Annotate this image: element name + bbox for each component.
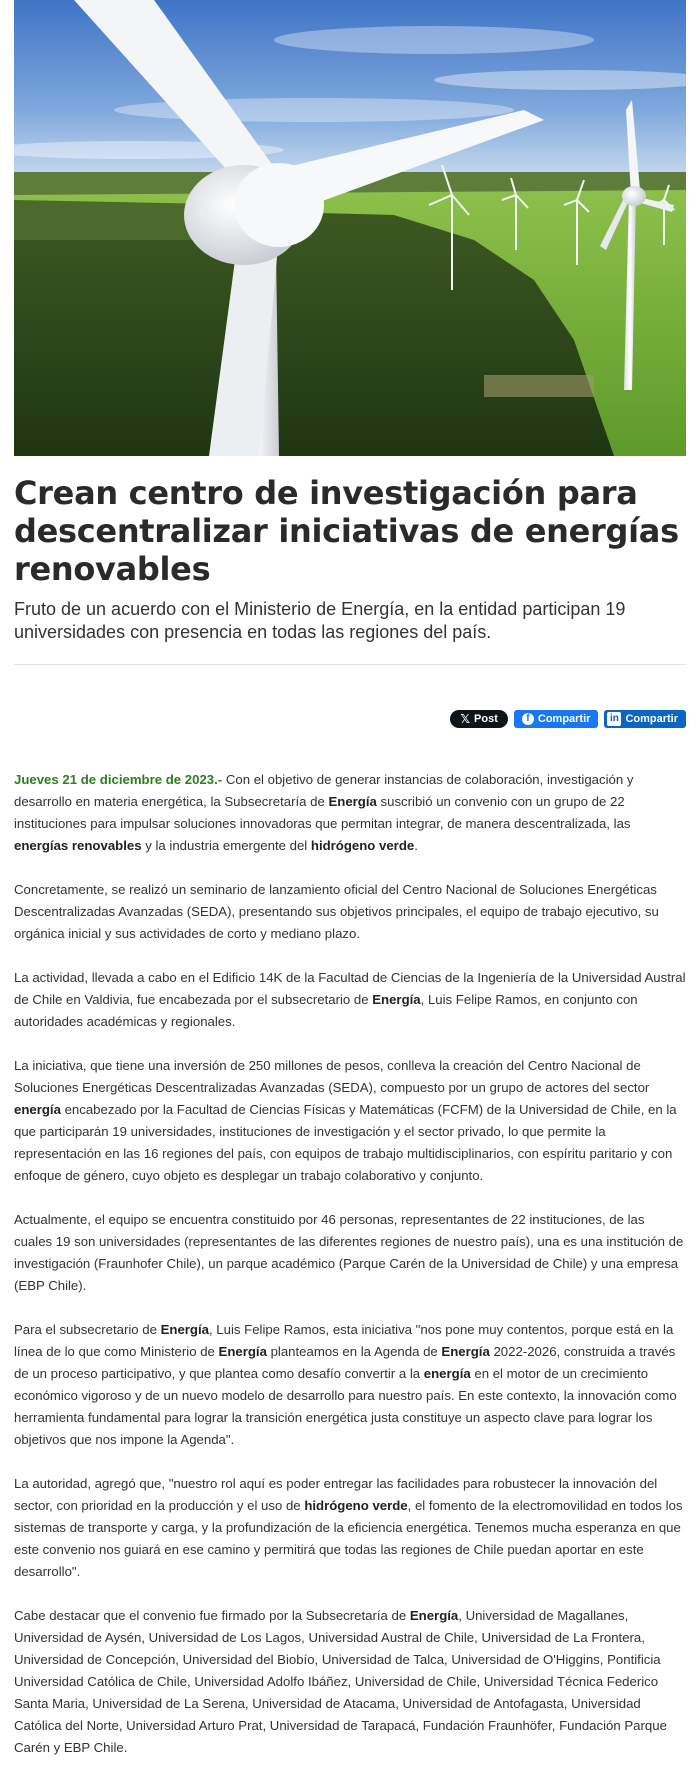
divider xyxy=(14,664,686,665)
bold-keyword: energía xyxy=(423,1366,471,1381)
linkedin-share-label: Compartir xyxy=(625,713,678,725)
paragraph-text: Cabe destacar que el convenio fue firmado por la Subsecretaría de xyxy=(14,1608,410,1623)
article-paragraph xyxy=(14,879,686,945)
paragraph-text: encabezado por la Facultad de Ciencias Físicas y Matemáticas (FCFM) de la Universidad de Chile, en la que participarán 19 universidades, instituciones de investigación y el sector privado, lo que permite la representación en las 16 regiones del país, con equipos de trabajo multidisciplinarios, con espíritu paritario y con enfoque de género, cuyo objeto es desplegar un trabajo colaborativo y conjunto. xyxy=(14,1102,677,1183)
bold-keyword: energía xyxy=(14,1102,61,1117)
x-post-label: Post xyxy=(474,713,498,725)
bold-keyword: Energía xyxy=(160,1322,209,1337)
linkedin-icon: in xyxy=(607,712,621,726)
page-title: Crean centro de investigación para descentralizar iniciativas de energías renovables xyxy=(14,474,679,588)
article-paragraph xyxy=(14,1473,686,1583)
paragraph-text: 2022-2026, construida a través de un proceso participativo, y que plantea como desafío convertir a la xyxy=(14,1344,676,1381)
x-post-button[interactable] xyxy=(450,710,508,728)
article-paragraph xyxy=(14,1209,686,1297)
bold-keyword: Energía xyxy=(409,1608,459,1623)
paragraph-text: , Universidad de Magallanes, Universidad de Aysén, Universidad de Los Lagos, Universidad Austral de Chile, Universidad de La Frontera, Universidad de Concepción, Universidad del Biobío, Universidad de Talca, Universidad de O'Higgins, Pontificia Universidad Católica de Chile, Universidad Adolfo Ibáñez, Universidad de Chile, Universidad Técnica Federico Santa Maria, Universidad de La Serena, Universidad de Atacama, Universidad de Antofagasta, Universidad Católica del Norte, Universidad Arturo Prat, Universidad de Tarapacá, Fundación Fraunhöfer, Fundación Parque Carén y EBP Chile. xyxy=(14,1608,667,1755)
facebook-icon: f xyxy=(522,713,534,725)
paragraph-text: y la industria emergente del xyxy=(141,838,311,853)
paragraph-text: La actividad, llevada a cabo en el Edificio 14K de la Facultad de Ciencias de la Ingeniería de la Universidad Austral de Chile en Valdivia, fue encabezada por el subsecretario de xyxy=(14,970,686,1007)
article-date: Jueves 21 de diciembre de 2023.- xyxy=(14,772,223,787)
paragraph-text: . xyxy=(414,838,418,853)
paragraph-text: en el motor de un crecimiento económico vigoroso y de un nuevo modelo de desarrollo para nuestro país. En este contexto, la innovación como herramienta fundamental para lograr la transición energética justa constituye un aspecto clave para lograr los objetivos que nos impone la Agenda". xyxy=(14,1366,677,1447)
article-paragraph xyxy=(14,1055,686,1187)
paragraph-text: suscribió un convenio con un grupo de 22 instituciones para impulsar soluciones innovadoras que permitan integrar, de manera descentralizada, las xyxy=(14,794,631,831)
linkedin-share-button[interactable] xyxy=(604,710,686,728)
article-paragraph xyxy=(14,769,686,857)
paragraph-text: La iniciativa, que tiene una inversión de 250 millones de pesos, conlleva la creación del Centro Nacional de Soluciones Energéticas Descentralizadas Avanzadas (SEDA), compuesto por un grupo de actores del sector xyxy=(14,1058,650,1095)
paragraph-text: Para el subsecretario de xyxy=(14,1322,161,1337)
paragraph-text: Con el objetivo de generar instancias de colaboración, investigación y desarrollo en materia energética, la Subsecretaría de xyxy=(14,772,634,809)
article-paragraph xyxy=(14,1319,686,1451)
paragraph-text: planteamos en la Agenda de xyxy=(266,1344,442,1359)
article-paragraph xyxy=(14,967,686,1033)
bold-keyword: Energía xyxy=(441,1344,490,1359)
paragraph-text: La autoridad, agregó que, "nuestro rol aquí es poder entregar las facilidades para robustecer la innovación del sector, con prioridad en la producción y el uso de xyxy=(14,1476,658,1513)
wind-turbine-photo xyxy=(14,0,686,456)
hero-image xyxy=(14,0,686,456)
bold-keyword: hidrógeno verde xyxy=(310,838,415,853)
paragraph-text: , Luis Felipe Ramos, en conjunto con autoridades académicas y regionales. xyxy=(14,992,638,1029)
share-bar xyxy=(14,709,686,729)
paragraph-text: , Luis Felipe Ramos, esta iniciativa "nos pone muy contentos, porque está en la línea de lo que como Ministerio de xyxy=(14,1322,674,1359)
facebook-share-label: Compartir xyxy=(537,713,591,725)
paragraph-text: Concretamente, se realizó un seminario de lanzamiento oficial del Centro Nacional de Soluciones Energéticas Descentralizadas Avanzadas (SEDA), presentando sus objetivos principales, el equipo de trabajo ejecutivo, su orgánica inicial y sus actividades de corto y mediano plazo. xyxy=(14,882,659,941)
paragraph-text: , el fomento de la electromovilidad en todos los sistemas de transporte y carga, y la profundización de la eficiencia energética. Tenemos mucha esperanza en que este convenio nos guiará en ese camino y permitirá que todas las regiones de Chile puedan aportar en este desarrollo". xyxy=(14,1498,683,1579)
article-subtitle: Fruto de un acuerdo con el Ministerio de Energía, en la entidad participan 19 universidades con presencia en todas las regiones del país. xyxy=(14,599,626,642)
bold-keyword: energías renovables xyxy=(14,838,142,853)
bold-keyword: Energía xyxy=(372,992,421,1007)
bold-keyword: hidrógeno verde xyxy=(304,1498,408,1513)
x-logo-icon: 𝕏 xyxy=(460,712,471,726)
article xyxy=(14,0,686,1781)
facebook-share-button[interactable] xyxy=(514,710,599,728)
bold-keyword: Energía xyxy=(328,794,377,809)
article-body xyxy=(14,769,686,1759)
paragraph-text: Actualmente, el equipo se encuentra constituido por 46 personas, representantes de 22 instituciones, de las cuales 19 son universidades (representantes de las diferentes regiones de nuestro país), una es una institución de investigación (Fraunhofer Chile), un parque académico (Parque Carén de la Universidad de Chile) y una empresa (EBP Chile). xyxy=(14,1212,684,1293)
article-paragraph xyxy=(14,1605,686,1759)
bold-keyword: Energía xyxy=(218,1344,267,1359)
